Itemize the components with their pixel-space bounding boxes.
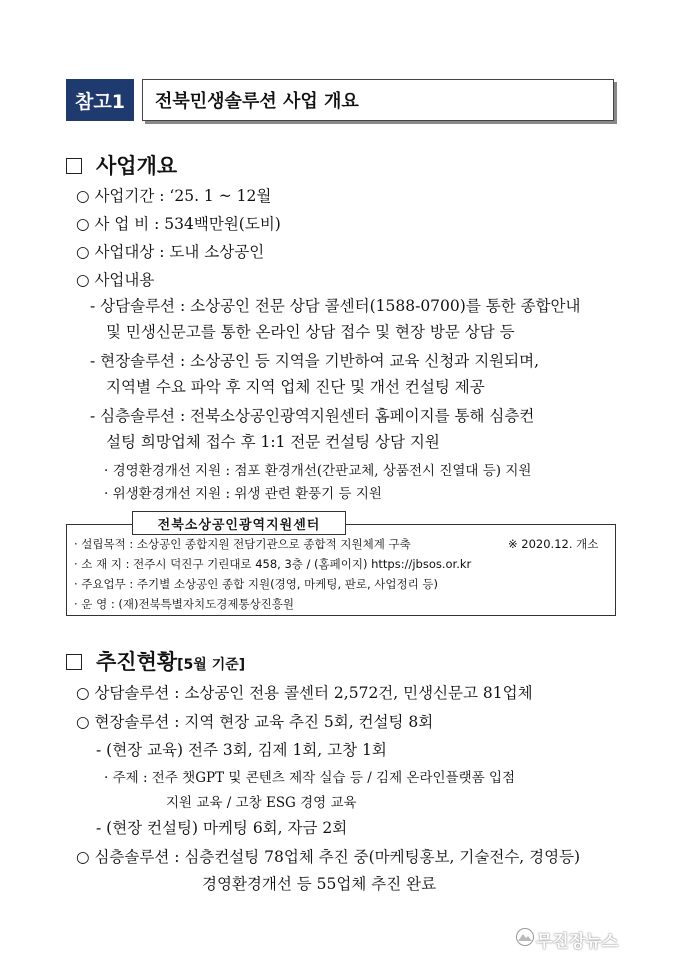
progress-line: · 주제 : 전주 챗GPT 및 콘텐츠 제작 실습 등 / 김제 온라인플랫폼 입점 xyxy=(104,770,516,786)
section-title: 추진현황 xyxy=(96,650,178,674)
progress-line: ○ 심층솔루션 : 심층컨설팅 78업체 추진 중(마케팅홍보, 기술전수, 경영등) xyxy=(76,848,581,866)
content-line: - 상담솔루션 : 소상공인 전문 상담 콜센터(1588-0700)를 통한 종합안내 xyxy=(90,297,581,315)
support-line: · 경영환경개선 지원 : 점포 환경개선(간판교체, 상품전시 진열대 등) 지원 xyxy=(104,463,532,479)
page-header xyxy=(66,79,614,121)
support-line: · 위생환경개선 지원 : 위생 관련 환풍기 등 지원 xyxy=(104,486,382,502)
progress-line: 지원 교육 / 고창 ESG 경영 교육 xyxy=(166,795,357,811)
watermark-logo-text: 무진장뉴스 xyxy=(536,932,619,952)
overview-content: ○ 사업내용 xyxy=(76,271,155,289)
section-heading-overview xyxy=(66,150,177,180)
square-outline-icon xyxy=(66,158,82,174)
center-info-title: 전북소상공인광역지원센터 xyxy=(132,511,346,535)
mountain-logo-icon xyxy=(516,928,534,946)
info-note: ※ 2020.12. 개소 xyxy=(508,537,599,551)
reference-label: 참고1 xyxy=(66,79,134,121)
info-line: · 소 재 지 : 전주시 덕진구 기린대로 458, 3층 / (홈페이지) https://jbsos.or.kr xyxy=(74,557,472,571)
square-outline-icon xyxy=(66,654,82,670)
section-heading-progress xyxy=(66,646,245,676)
overview-target: ○ 사업대상 : 도내 소상공인 xyxy=(76,243,265,261)
content-line: 설팅 희망업체 접수 후 1:1 전문 컨설팅 상담 지원 xyxy=(106,433,440,451)
progress-line: ○ 상담솔루션 : 소상공인 전용 콜센터 2,572건, 민생신문고 81업체 xyxy=(76,684,533,702)
overview-budget: ○ 사 업 비 : 534백만원(도비) xyxy=(76,215,281,233)
content-line: - 심층솔루션 : 전북소상공인광역지원센터 홈페이지를 통해 심층컨 xyxy=(90,407,535,425)
content-line: 및 민생신문고를 통한 온라인 상담 접수 및 현장 방문 상담 등 xyxy=(106,323,515,341)
content-line: - 현장솔루션 : 소상공인 등 지역을 기반하여 교육 신청과 지원되며, xyxy=(90,352,540,370)
progress-line: ○ 현장솔루션 : 지역 현장 교육 추진 5회, 컨설팅 8회 xyxy=(76,713,434,731)
section-title: 사업개요 xyxy=(96,154,178,178)
overview-period: ○ 사업기간 : ‘25. 1 ~ 12월 xyxy=(76,187,272,205)
progress-line: - (현장 컨설팅) 마케팅 6회, 자금 2회 xyxy=(96,819,348,837)
content-line: 지역별 수요 파악 후 지역 업체 진단 및 개선 컨설팅 제공 xyxy=(106,378,485,396)
page-title: 전북민생솔루션 사업 개요 xyxy=(142,79,614,121)
info-line: · 설립목적 : 소상공인 종합지원 전담기관으로 종합적 지원체계 구축 xyxy=(74,537,411,551)
progress-line: - (현장 교육) 전주 3회, 김제 1회, 고창 1회 xyxy=(96,741,387,759)
progress-line: 경영환경개선 등 55업체 추진 완료 xyxy=(202,875,437,893)
section-title-note: [5월 기준] xyxy=(177,657,246,673)
info-line: · 주요업무 : 주기별 소상공인 종합 지원(경영, 마케팅, 판로, 사업정리 등) xyxy=(74,577,438,591)
info-line: · 운 영 : (재)전북특별자치도경제통상진흥원 xyxy=(74,597,294,611)
